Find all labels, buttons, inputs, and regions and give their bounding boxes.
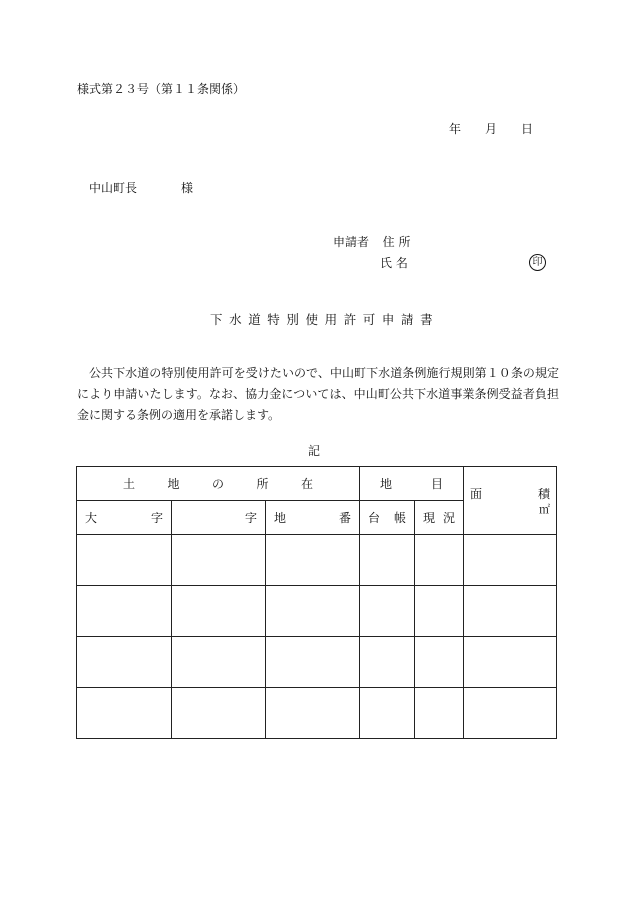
oaza-cell[interactable] — [77, 586, 172, 637]
aza-cell[interactable] — [172, 637, 266, 688]
oaza-header: 大 字 — [77, 501, 172, 535]
name-label: 氏 名 — [380, 256, 408, 270]
genkyo-cell[interactable] — [415, 586, 464, 637]
oaza-cell[interactable] — [77, 535, 172, 586]
table-row — [77, 535, 557, 586]
area-unit: ㎡ — [539, 503, 551, 516]
genkyo-cell[interactable] — [415, 535, 464, 586]
daicho-header: 台 帳 — [360, 501, 415, 535]
date-day: 日 — [521, 122, 534, 136]
area-cell[interactable] — [464, 586, 557, 637]
applicant-address-row — [333, 235, 411, 249]
land-table — [76, 466, 557, 739]
table-row — [77, 586, 557, 637]
applicant-label: 申請者 — [333, 235, 370, 249]
chiban-cell[interactable] — [266, 637, 360, 688]
aza-cell[interactable] — [172, 535, 266, 586]
aza-cell[interactable] — [172, 586, 266, 637]
addressee — [89, 181, 193, 195]
chiban-header: 地 番 — [266, 501, 360, 535]
genkyo-header: 現 況 — [415, 501, 464, 535]
date-year: 年 — [449, 122, 462, 136]
document-title: 下水道特別使用許可申請書 — [210, 312, 440, 327]
addressee-name: 中山町長 — [89, 181, 138, 195]
area-cell[interactable] — [464, 688, 557, 739]
land-category-header: 地 目 — [360, 467, 464, 501]
location-header: 土 地 の 所 在 — [77, 467, 360, 501]
body-text: 公共下水道の特別使用許可を受けたいので、中山町下水道条例施行規則第１０条の規定により申請いたします。なお、協力金については、中山町公共下水道事業条例受益者負担金に関する条例の適用を承諾します。 — [77, 366, 559, 422]
ki-label: 記 — [308, 444, 321, 458]
daicho-cell[interactable] — [360, 535, 415, 586]
addressee-honorific: 様 — [181, 181, 194, 195]
table-row — [77, 637, 557, 688]
aza-header: 字 — [172, 501, 266, 535]
daicho-cell[interactable] — [360, 688, 415, 739]
oaza-cell[interactable] — [77, 688, 172, 739]
form-number: 様式第２３号（第１１条関係） — [77, 82, 246, 96]
chiban-cell[interactable] — [266, 586, 360, 637]
table-row — [77, 688, 557, 739]
date-month: 月 — [485, 122, 498, 136]
genkyo-cell[interactable] — [415, 688, 464, 739]
area-cell[interactable] — [464, 637, 557, 688]
daicho-cell[interactable] — [360, 586, 415, 637]
applicant-name-row — [380, 256, 408, 270]
daicho-cell[interactable] — [360, 637, 415, 688]
chiban-cell[interactable] — [266, 535, 360, 586]
oaza-cell[interactable] — [77, 637, 172, 688]
date-line — [449, 122, 533, 136]
area-header: 面 積 ㎡ — [464, 467, 557, 535]
seal-mark: 印 — [529, 254, 546, 271]
address-label: 住 所 — [382, 235, 411, 249]
chiban-cell[interactable] — [266, 688, 360, 739]
aza-cell[interactable] — [172, 688, 266, 739]
genkyo-cell[interactable] — [415, 637, 464, 688]
area-cell[interactable] — [464, 535, 557, 586]
